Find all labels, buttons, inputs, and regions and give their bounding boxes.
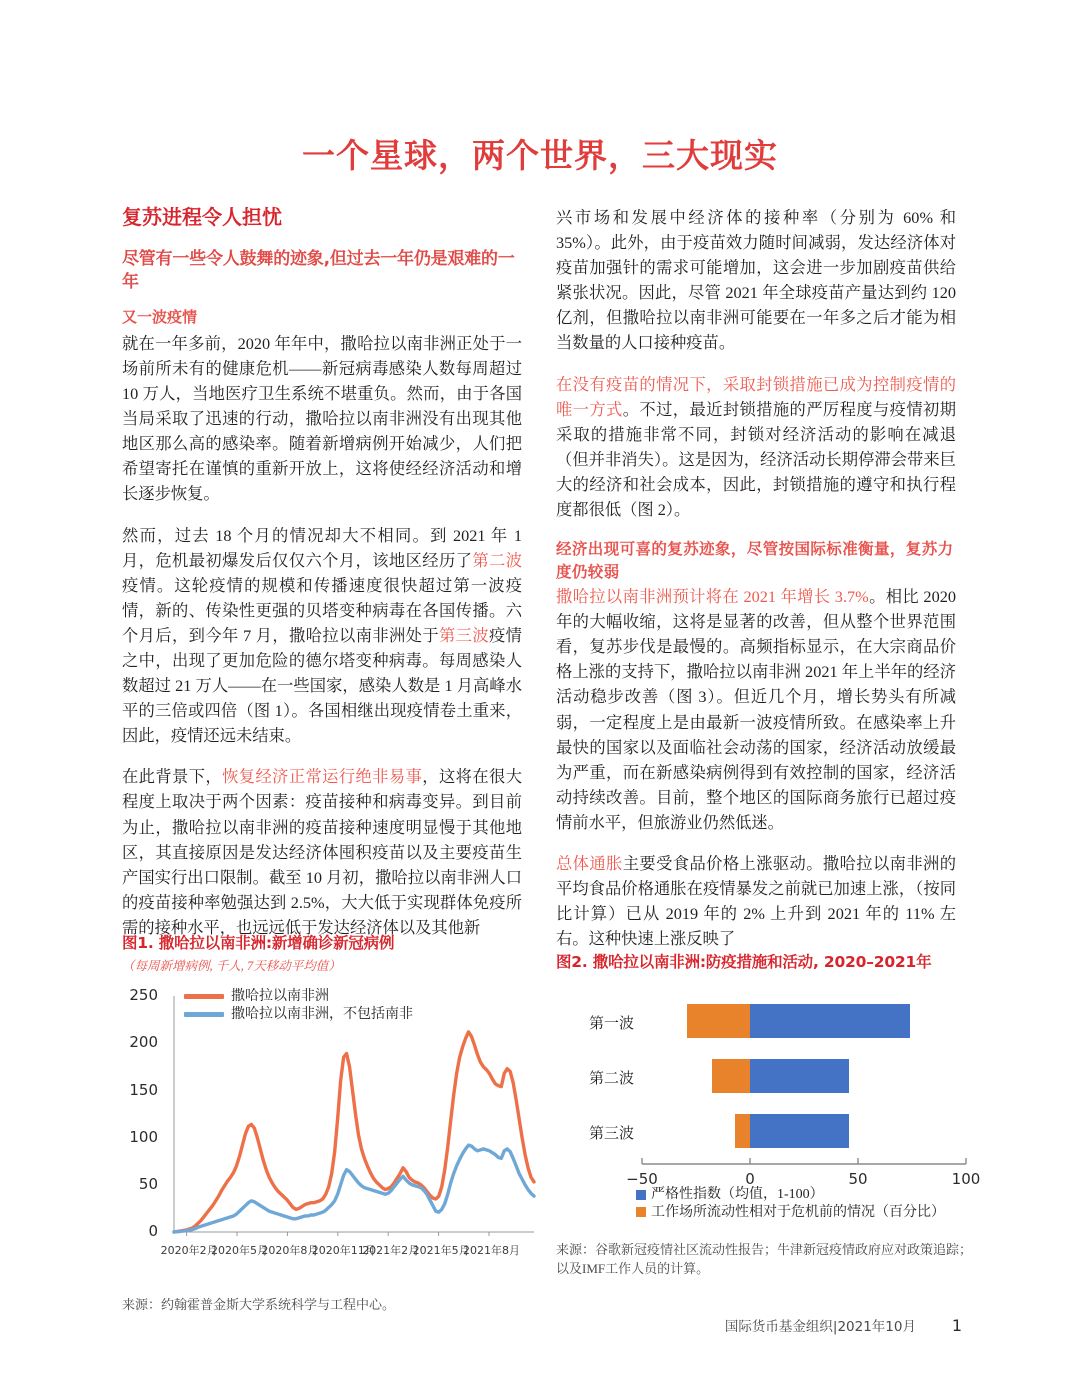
right-column xyxy=(556,205,956,951)
legend-color-swatch xyxy=(184,994,224,999)
x-tick-label: 2021年8月 xyxy=(463,1244,520,1258)
text-run: 。相比 2020 年的大幅收缩，这将是显著的改善，但从整个世界范围看，复苏步伐是最慢的。高频指标显示，在大宗商品价格上涨的支持下，撒哈拉以南非洲 2021 年上半年的经济活动稳步改善（图 3）。但近几个月，增长势头有所减弱，一定程度上是由最新一波疫情所致。在感染率上升最快的国家以及面临社会动荡的国家，经济活动放缓最为严重，而在新感染病例得到有效控制的国家，经济活动持续改善。目前，整个地区的国际商务旅行已超过疫情前水平，但旅游业仍然低迷。 xyxy=(556,587,956,832)
x-tick-label: 2021年5月 xyxy=(412,1244,470,1258)
y-tick-label: 100 xyxy=(129,1127,158,1146)
text-run: 。不过，最近封锁措施的严厉程度与疫情初期采取的措施非常不同，封锁对经济活动的影响在减退（但并非消失）。这是因为，经济活动长期停滞会带来巨大的经济和社会成本，因此，封锁措施的遵守和执行程度都很低（图 2）。 xyxy=(556,399,956,520)
legend-label: 撒哈拉以南非洲 xyxy=(231,989,329,1005)
y-tick-label: 50 xyxy=(138,1174,158,1193)
highlight-headline-inflation: 总体通胀 xyxy=(556,854,623,873)
legend-label: 工作场所流动性相对于危机前的情况（百分比） xyxy=(651,1204,945,1220)
text-run: 主要受食品价格上涨驱动。撒哈拉以南非洲的平均食品价格通胀在疫情暴发之前就已加速上涨，（按同比计算）已从 2019 年的 2% 上升到 2021 年的 11% 左右。这种快速上涨反映了 xyxy=(556,854,956,949)
figure-1-subtitle: （每周新增病例, 千人, 7天移动平均值） xyxy=(122,959,341,974)
highlight-growth-forecast: 撒哈拉以南非洲预计将在 2021 年增长 3.7% xyxy=(556,587,869,607)
paragraph-right-3 xyxy=(556,584,956,835)
legend-color-swatch xyxy=(636,1190,646,1200)
legend-item xyxy=(636,1204,945,1222)
x-tick-label: 2020年5月 xyxy=(211,1244,268,1258)
legend-item xyxy=(636,1186,945,1204)
figure-2 xyxy=(556,952,981,1278)
y-tick-label: 0 xyxy=(148,1222,158,1241)
figure-2-legend xyxy=(636,1186,945,1221)
paragraph-left-1: 就在一年多前，2020 年年中，撒哈拉以南非洲正处于一场前所未有的健康危机——新冠病毒感染人数每周超过 10 万人，当地医疗卫生系统不堪重负。然而，由于各国当局采取了迅速的行动，撒哈拉以南非洲没有出现其他地区那么高的感染率。随着新增病例开始减少，人们把希望寄托在谨慎的重新开放上，这将使经经济活动和增长逐步恢复。 xyxy=(122,333,522,504)
section-heading: 复苏进程令人担忧 xyxy=(122,205,282,229)
legend-label: 撒哈拉以南非洲，不包括南非 xyxy=(231,1006,413,1022)
sub-heading: 尽管有一些令人鼓舞的迹象,但过去一年仍是艰难的一年 xyxy=(122,249,515,292)
x-tick-label: 2020年8月 xyxy=(261,1244,319,1258)
highlight-lockdown: 在没有疫苗的情况下，采取封锁措施已成为控制疫情的唯一方式 xyxy=(556,374,956,419)
bar-segment-stringency-index xyxy=(750,1059,849,1093)
footer-organization: 国际货币基金组织|2021年10月 xyxy=(724,1319,916,1335)
category-label: 第三波 xyxy=(588,1126,634,1143)
x-tick-label: −50 xyxy=(626,1170,658,1189)
bar-segment-workplace-mobility xyxy=(712,1059,750,1093)
text-run: 在此背景下， xyxy=(122,767,223,787)
figure-1 xyxy=(122,933,542,1315)
category-label: 第一波 xyxy=(588,1016,634,1033)
category-label: 第二波 xyxy=(588,1071,634,1088)
bar-segment-workplace-mobility xyxy=(687,1004,750,1038)
paragraph-left-2 xyxy=(122,523,522,749)
y-tick-label: 250 xyxy=(129,986,158,1005)
figure-1-title: 图1. 撒哈拉以南非洲:新增确诊新冠病例 xyxy=(122,934,395,952)
figure-2-source: 来源：谷歌新冠疫情社区流动性报告；牛津新冠疫情政府应对政策追踪；以及IMF工作人员的计算。 xyxy=(556,1242,973,1276)
legend-label: 严格性指数（均值，1-100） xyxy=(651,1187,824,1203)
x-tick-label: 2020年11月 xyxy=(311,1244,376,1258)
figure-1-legend xyxy=(184,988,413,1023)
legend-item xyxy=(184,1006,413,1024)
paragraph-right-4 xyxy=(556,851,956,951)
mini-heading-new-wave: 又一波疫情 xyxy=(122,309,198,326)
text-run: 疫情之中，出现了更加危险的德尔塔变种病毒。每周感染人数超过 21 万人——在一些国家，感染人数是 1 月高峰水平的三倍或四倍（图 1）。各国相继出现疫情卷土重来，因此，疫情还远未结束。 xyxy=(122,625,522,746)
x-tick-label: 0 xyxy=(745,1170,755,1189)
x-tick-label: 100 xyxy=(951,1170,981,1189)
highlight-third-wave: 第三波 xyxy=(439,625,490,645)
lead-heading-recovery: 经济出现可喜的复苏迹象，尽管按国际标准衡量，复苏力度仍较弱 xyxy=(556,540,954,581)
x-tick-label: 2020年2月 xyxy=(160,1244,218,1258)
paragraph-right-1: 兴市场和发展中经济体的接种率（分别为 60% 和 35%）。此外，由于疫苗效力随时间减弱，发达经济体对疫苗加强针的需求可能增加，这会进一步加剧疫苗供给紧张状况。因此，尽管 2021 年全球疫苗产量达到约 120 亿剂，但撒哈拉以南非洲可能要在一年多之后才能为相当数量的人口接种疫苗。 xyxy=(556,208,956,353)
figure-2-title: 图2. 撒哈拉以南非洲:防疫措施和活动, 2020–2021年 xyxy=(556,953,932,971)
left-column xyxy=(122,205,522,940)
text-run: 疫情。这轮疫情的规模和传播速度很快超过第一波疫情，新的、传染性更强的贝塔变种病毒在各国传播。六个月后，到今年 7 月，撒哈拉以南非洲处于 xyxy=(122,575,522,645)
bar-segment-stringency-index xyxy=(750,1004,910,1038)
page-title: 一个星球，两个世界，三大现实 xyxy=(302,136,778,175)
figure-1-svg xyxy=(122,984,542,1274)
legend-color-swatch xyxy=(184,1012,224,1017)
paragraph-right-2 xyxy=(556,372,956,523)
x-tick-label: 50 xyxy=(848,1170,868,1189)
page-footer xyxy=(122,1315,962,1335)
text-run: ，这将在很大程度上取决于两个因素：疫苗接种和病毒变异。到目前为止，撒哈拉以南非洲的疫苗接种速度明显慢于其他地区，其直接原因是发达经济体囤积疫苗以及主要疫苗生产国实行出口限制。截至 10 月初，撒哈拉以南非洲人口的疫苗接种率勉强达到 2.5%，大大低于实现群体免疫所需的接种水平，也远远低于发达经济体以及其他新 xyxy=(122,767,522,937)
bar-segment-workplace-mobility xyxy=(735,1114,750,1148)
text-run: 然而，过去 18 个月的情况却大不相同。到 2021 年 1 月，危机最初爆发后仅仅六个月，该地区经历了 xyxy=(122,525,522,570)
y-tick-label: 200 xyxy=(129,1033,158,1052)
x-tick-label: 2021年2月 xyxy=(362,1244,420,1258)
highlight-second-wave: 第二波 xyxy=(472,550,522,570)
legend-color-swatch xyxy=(636,1207,646,1217)
highlight-economic-recovery: 恢复经济正常运行绝非易事 xyxy=(222,767,423,787)
paragraph-left-3 xyxy=(122,764,522,940)
bar-segment-stringency-index xyxy=(750,1114,849,1148)
y-tick-label: 150 xyxy=(129,1080,158,1099)
figure-2-plot xyxy=(556,990,981,1235)
figure-1-plot xyxy=(122,984,542,1274)
page-number: 1 xyxy=(951,1316,962,1335)
figure-1-source: 来源：约翰霍普金斯大学系统科学与工程中心。 xyxy=(122,1297,396,1313)
legend-item xyxy=(184,988,413,1006)
